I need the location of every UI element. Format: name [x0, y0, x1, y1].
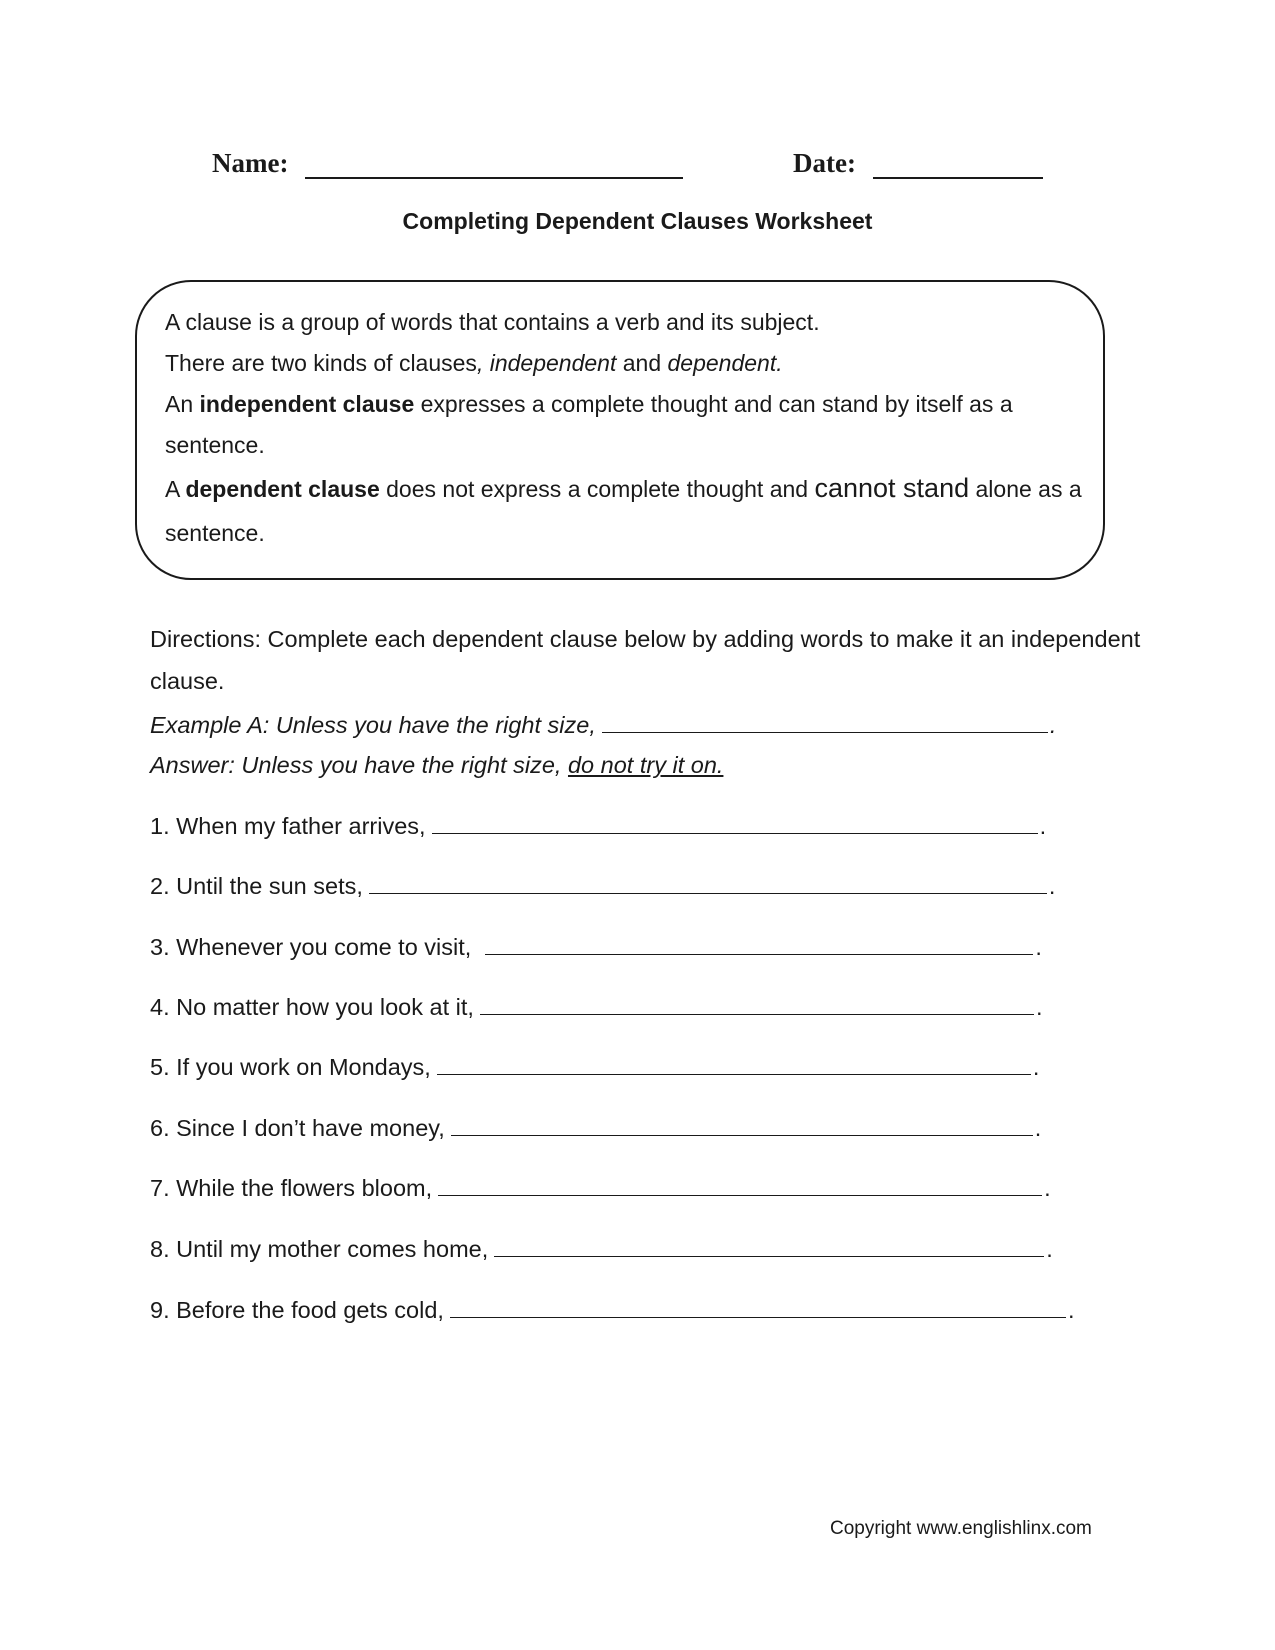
list-item: 7. While the flowers bloom, . — [150, 1175, 1051, 1201]
example-answer: Answer: Unless you have the right size, do not try it on. — [150, 752, 724, 778]
answer-line-9[interactable] — [450, 1297, 1066, 1318]
name-field — [212, 148, 683, 179]
term-dependent: dependent — [667, 350, 777, 376]
date-line[interactable] — [873, 149, 1043, 179]
answer-line-1[interactable] — [432, 813, 1038, 834]
definition-line-3: An independent clause expresses a complete thought and can stand by itself as a sentence. — [165, 391, 1013, 458]
list-item: 9. Before the food gets cold, . — [150, 1297, 1075, 1323]
directions-text: Directions: Complete each dependent clause below by adding words to make it an independent clause. — [150, 626, 1141, 694]
emphasis-cannot-stand: cannot stand — [814, 473, 970, 503]
answer-line-2[interactable] — [369, 873, 1047, 894]
date-label: Date: — [793, 148, 856, 178]
example-prompt: Example A: Unless you have the right size, . — [150, 712, 1057, 738]
answer-line-5[interactable] — [437, 1054, 1031, 1075]
definition-line-2: There are two kinds of clauses, independent and dependent. — [165, 350, 783, 376]
page-title: Completing Dependent Clauses Worksheet — [402, 208, 873, 234]
list-item: 6. Since I don’t have money, . — [150, 1115, 1042, 1141]
definition-text — [165, 302, 1085, 555]
list-item: 5. If you work on Mondays, . — [150, 1054, 1040, 1080]
term-dependent-clause: dependent clause — [185, 476, 380, 502]
answer-line-7[interactable] — [438, 1175, 1042, 1196]
list-item: 3. Whenever you come to visit, . — [150, 934, 1042, 960]
example-blank-line — [602, 712, 1048, 733]
list-item: 2. Until the sun sets, . — [150, 873, 1056, 899]
list-item: 1. When my father arrives, . — [150, 813, 1047, 839]
example-answer-text: do not try it on. — [567, 752, 724, 778]
list-item: 8. Until my mother comes home, . — [150, 1236, 1053, 1262]
answer-line-4[interactable] — [480, 994, 1034, 1015]
answer-line-8[interactable] — [494, 1236, 1044, 1257]
answer-line-6[interactable] — [451, 1115, 1033, 1136]
name-line[interactable] — [305, 149, 683, 179]
term-independent-clause: independent clause — [199, 391, 415, 417]
name-label: Name: — [212, 148, 289, 178]
term-independent: independent — [489, 350, 617, 376]
definition-line-1: A clause is a group of words that contains a verb and its subject. — [165, 309, 820, 335]
copyright-text: Copyright www.englishlinx.com — [830, 1518, 1092, 1539]
date-field — [793, 148, 1043, 179]
definition-line-4: A dependent clause does not express a complete thought and cannot stand alone as a sentence. — [165, 473, 1082, 546]
answer-line-3[interactable] — [485, 934, 1033, 955]
list-item: 4. No matter how you look at it, . — [150, 994, 1043, 1020]
